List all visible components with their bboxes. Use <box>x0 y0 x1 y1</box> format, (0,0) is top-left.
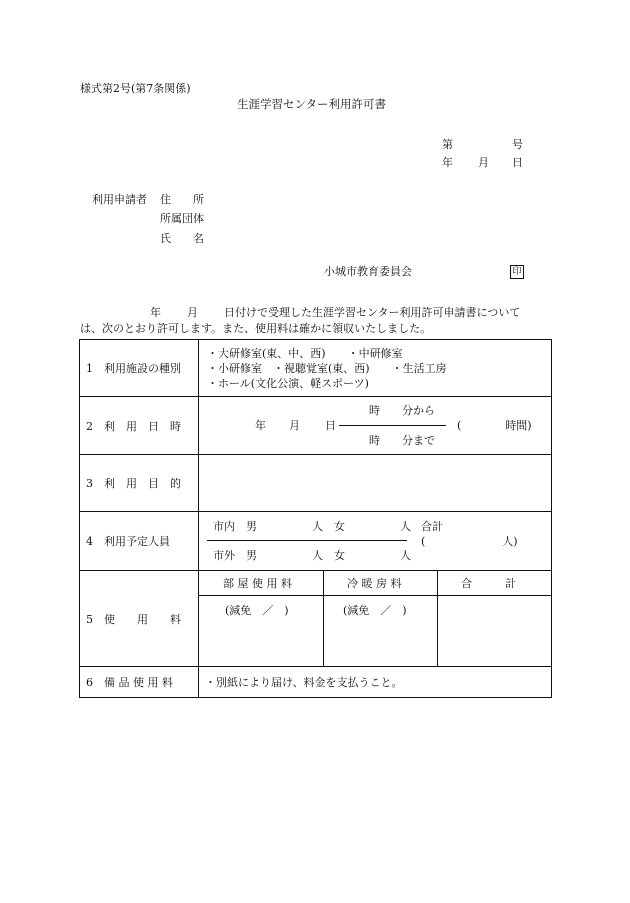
purpose-cell <box>199 455 552 512</box>
fee-aircon-exemption: (減免 ／ ) <box>343 604 407 617</box>
attendance-divider <box>207 540 407 541</box>
datetime-cell <box>199 397 552 455</box>
body-line-2: は、次のとおり許可します。また、使用料は確かに領収いたしました。 <box>80 322 432 335</box>
fee-room-exemption: (減免 ／ ) <box>225 604 289 617</box>
equipment-note: ・別紙により届け、料金を支払うこと。 <box>205 676 403 689</box>
row-fee <box>80 571 552 667</box>
facility-line-2: ・小研修室 ・視聴覚室(東、西) ・生活工房 <box>207 362 447 375</box>
label-fee: 5 使 用 料 <box>80 571 199 667</box>
datetime-day: 日 <box>325 419 336 432</box>
attendance-outside: 市外 男 人 女 人 <box>213 549 411 562</box>
label-attendance: 4 利用予定人員 <box>80 512 199 571</box>
applicant-group-label: 所属団体 <box>160 212 204 225</box>
facility-cell <box>199 340 552 397</box>
permit-table <box>79 339 552 698</box>
datetime-to: 時 分まで <box>369 434 435 447</box>
row-purpose <box>80 455 552 512</box>
fee-col-aircon: 冷 暖 房 料 <box>347 577 402 590</box>
date-day: 日 <box>512 156 523 169</box>
label-facility: 1 利用施設の種別 <box>80 340 199 397</box>
attendance-total-label: 合計 <box>421 520 443 533</box>
attendance-inside: 市内 男 人 女 人 <box>213 520 411 533</box>
row-attendance <box>80 512 552 571</box>
seal-mark: 印 <box>510 265 524 279</box>
body-month: 月 <box>187 306 198 319</box>
label-equipment: 6 備 品 使 用 料 <box>80 667 199 698</box>
fee-col-divider-2 <box>437 571 438 666</box>
facility-line-1: ・大研修室(東、中、西) ・中研修室 <box>207 347 403 360</box>
date-month: 月 <box>478 156 489 169</box>
fee-col-room: 部 屋 使 用 料 <box>223 577 292 590</box>
row-equipment <box>80 667 552 698</box>
applicant-name-label: 氏 名 <box>160 232 204 245</box>
document-title: 生涯学習センター利用許可書 <box>237 97 387 111</box>
datetime-divider <box>339 425 446 426</box>
date-year: 年 <box>442 156 453 169</box>
doc-number-prefix: 第 <box>442 138 453 151</box>
body-year: 年 <box>150 306 161 319</box>
datetime-year: 年 <box>255 419 266 432</box>
row-facility <box>80 340 552 397</box>
issuer-name: 小城市教育委員会 <box>324 265 412 278</box>
fee-cell <box>199 571 552 667</box>
applicant-address-label: 住 所 <box>160 193 204 206</box>
attendance-total: ( 人) <box>421 535 518 548</box>
fee-header-line <box>199 595 551 596</box>
doc-number-suffix: 号 <box>512 138 523 151</box>
applicant-label: 利用申請者 <box>92 193 147 206</box>
label-purpose: 3 利 用 目 的 <box>80 455 199 512</box>
form-reference: 様式第2号(第7条関係) <box>80 82 191 95</box>
label-datetime: 2 利 用 日 時 <box>80 397 199 455</box>
equipment-cell <box>199 667 552 698</box>
body-line-1: 日付けで受理した生涯学習センター利用許可申請書について <box>224 306 521 319</box>
datetime-month: 月 <box>289 419 300 432</box>
attendance-cell <box>199 512 552 571</box>
row-datetime <box>80 397 552 455</box>
datetime-from: 時 分から <box>369 404 435 417</box>
fee-col-divider-1 <box>323 571 324 666</box>
datetime-hours: ( 時間) <box>457 419 532 432</box>
fee-col-total: 合 計 <box>461 577 516 590</box>
facility-line-3: ・ホール(文化公演、軽スポーツ) <box>207 377 369 390</box>
